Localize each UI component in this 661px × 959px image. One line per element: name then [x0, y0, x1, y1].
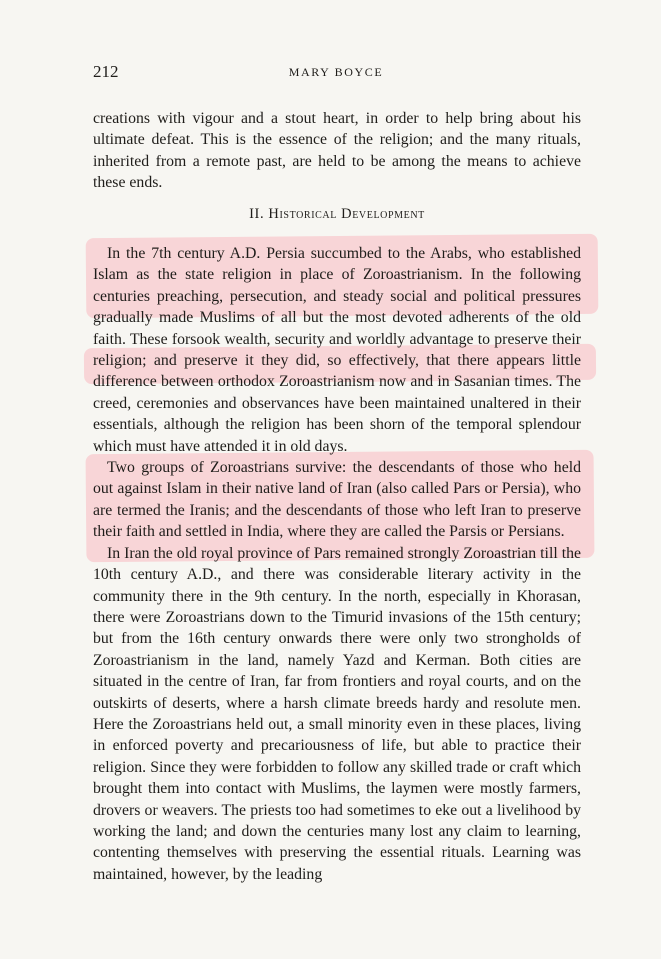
intro-text	[93, 108, 581, 194]
page-number: 212	[93, 62, 119, 81]
paragraph: creations with vigour and a stout heart, in order to help bring about his ultimate defeat. This is the essence of the religion; and the many rituals, inherited from a remote past, are held to be among the means to achieve these ends.	[93, 110, 581, 192]
running-head: MARY BOYCE	[288, 65, 384, 79]
paragraph: In the 7th century A.D. Persia succumbed to the Arabs, who established Islam as the state religion in place of Zoroastrianism. In the following centuries preaching, persecution, and steady social and political pressures gradually made Muslims of all but the most devoted adherents of the old faith. These forsook wealth, security and worldly advantage to preserve their religion; and preserve it they did, so effectively, that there appears little difference between orthodox Zoroastrianism now and in Sasanian times. The creed, ceremonies and observances have been maintained unaltered in their essentials, although the religion has been shorn of the temporal splendour which must have attended it in old days.	[93, 245, 581, 455]
body-text	[93, 243, 581, 885]
paragraph: In Iran the old royal province of Pars remained strongly Zoroastrian till the 10th century A.D., and there was considerable literary activity in the community there in the 9th century. In the north, especially in Khorasan, there were Zoroastrians down to the Timurid invasions of the 15th century; but from the 16th century onwards there were only two strongholds of Zoroastrianism in the land, namely Yazd and Kerman. Both cities are situated in the centre of Iran, far from frontiers and royal courts, and on the outskirts of deserts, where a harsh climate breeds hardy and resolute men. Here the Zoroastrians held out, a small minority even in these places, living in enforced poverty and precariousness of life, but able to practice their religion. Since they were forbidden to follow any skilled trade or craft which brought them into contact with Muslims, the laymen were mostly farmers, drovers or weavers. The priests too had sometimes to eke out a livelihood by working the land; and down the centuries many lost any claim to learning, contenting themselves with preserving the essential rituals. Learning was maintained, however, by the leading	[93, 544, 581, 883]
page-header	[93, 62, 579, 86]
paragraph: Two groups of Zoroastrians survive: the descendants of those who held out against Islam in their native land of Iran (also called Pars or Persia), who are termed the Iranis; and the descendants of those who left Iran to preserve their faith and settled in India, where they are called the Parsis or Persians.	[93, 459, 581, 541]
section-heading: II. Historical Development	[249, 206, 425, 222]
